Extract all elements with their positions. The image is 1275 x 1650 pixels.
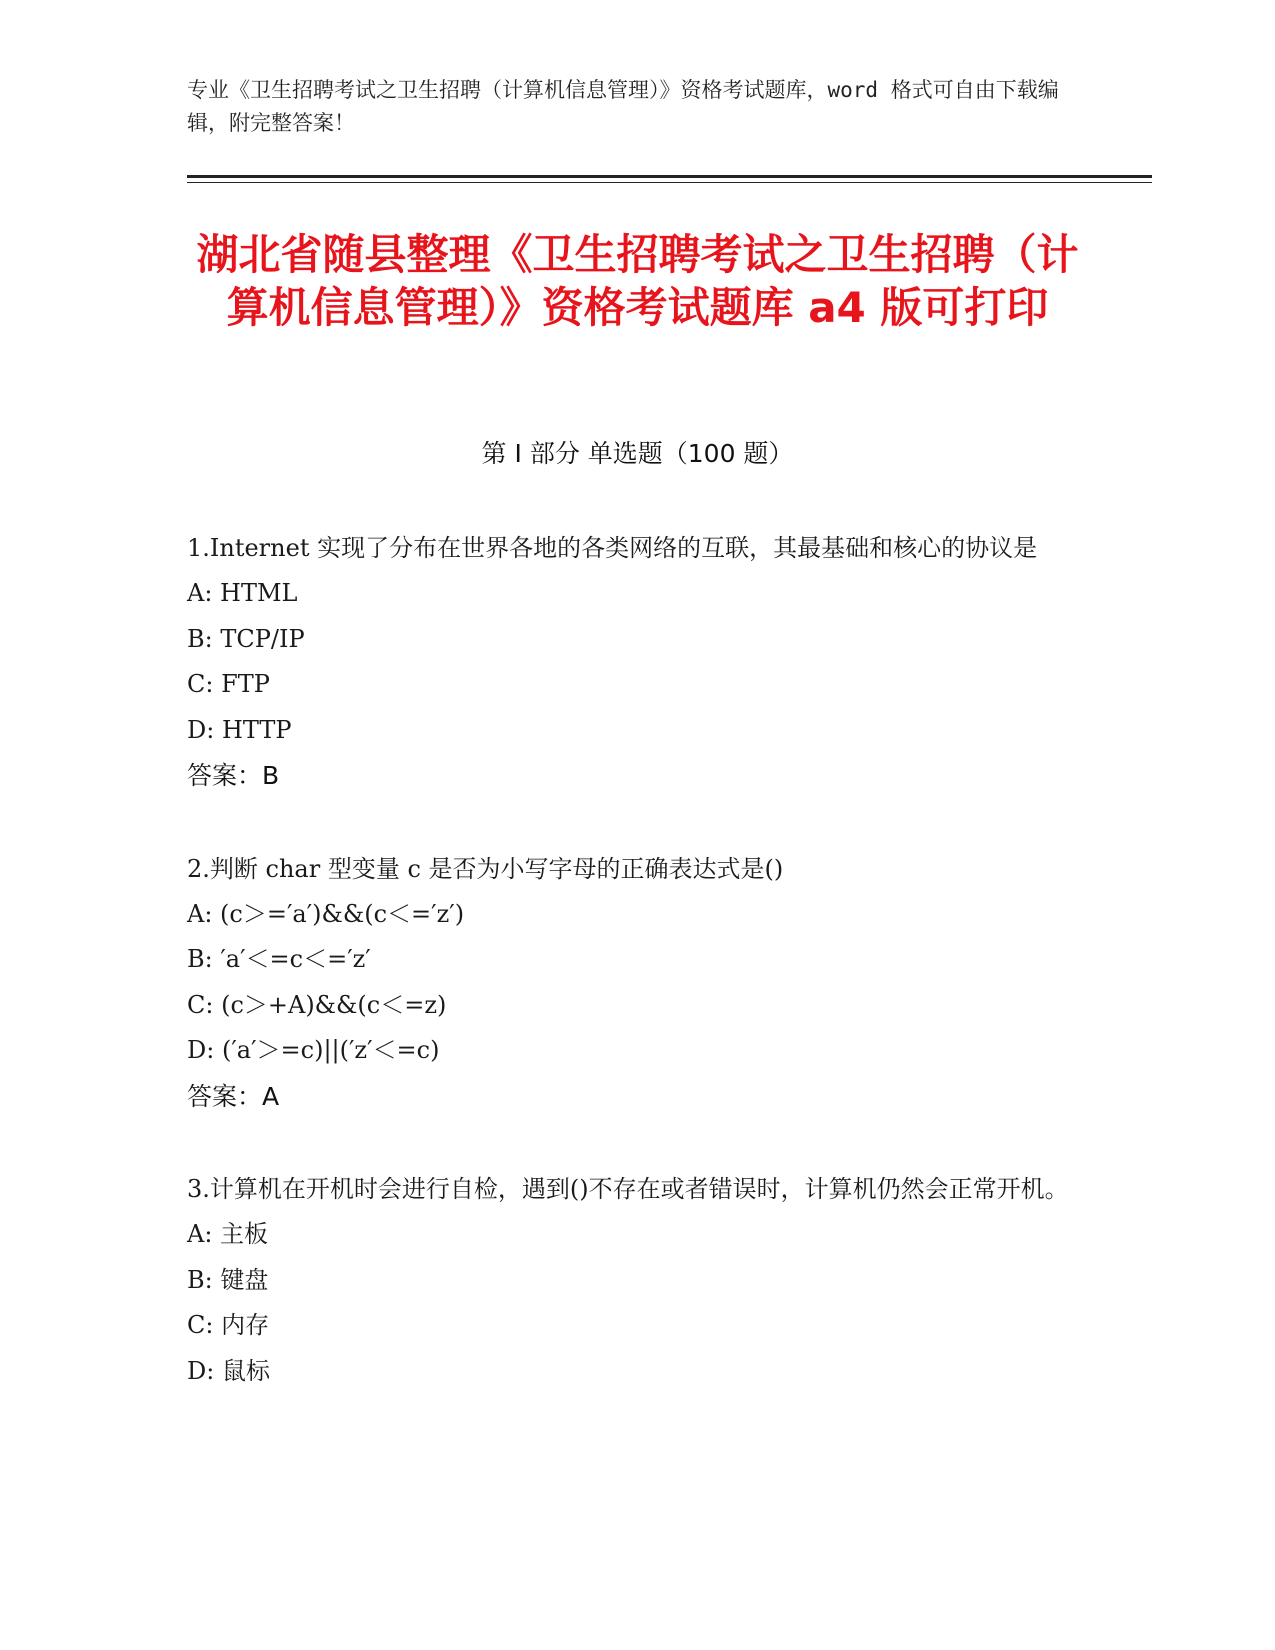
option-c: C: (c＞+A)&&(c＜=z) [187,990,447,1019]
answer: 答案：B [187,761,280,790]
question-2 [187,846,1087,1120]
option-d: D: 鼠标 [187,1356,270,1385]
header-rule-thin [187,182,1152,183]
question-3 [187,1166,1087,1394]
question-stem: 3.计算机在开机时会进行自检，遇到()不存在或者错误时，计算机仍然会正常开机。 [187,1175,1069,1203]
question-stem: 2.判断 char 型变量 c 是否为小写字母的正确表达式是() [187,854,784,883]
option-c: C: FTP [187,670,270,698]
question-1 [187,525,1087,799]
option-b: B: TCP/IP [187,624,305,653]
option-b: B: ′a′＜=c＜=′z′ [187,945,371,973]
document-title: 湖北省随县整理《卫生招聘考试之卫生招聘（计算机信息管理）》资格考试题库 a4 版可打印 [196,230,1079,332]
option-d: D: HTTP [187,715,292,744]
option-a: A: (c＞=′a′)&&(c＜=′z′) [187,899,465,928]
header-rule-thick [187,175,1152,178]
option-d: D: (′a′＞=c)||(′z′＜=c) [187,1036,440,1064]
option-a: A: 主板 [187,1220,269,1248]
question-list [187,525,1087,1441]
option-a: A: HTML [187,579,298,607]
question-stem: 1.Internet 实现了分布在世界各地的各类网络的互联，其最基础和核心的协议是 [187,534,1038,562]
option-b: B: 键盘 [187,1265,269,1294]
option-c: C: 内存 [187,1311,270,1339]
answer: 答案：A [187,1081,280,1111]
section-title: 第 I 部分 单选题（100 题） [481,439,794,468]
header-note: 专业《卫生招聘考试之卫生招聘（计算机信息管理）》资格考试题库，word 格式可自由下载编辑，附完整答案！ [187,78,1059,135]
